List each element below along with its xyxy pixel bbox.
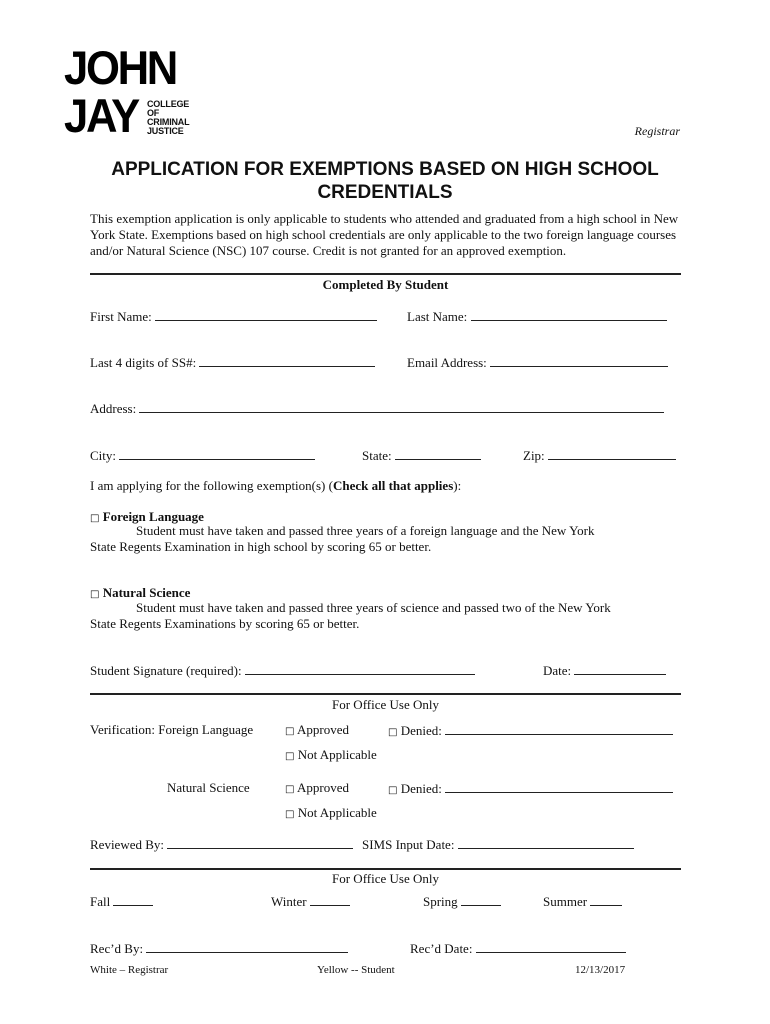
natural-science-checkbox[interactable]: □ xyxy=(90,589,100,600)
recd-by-field[interactable] xyxy=(90,940,348,957)
verification-foreign-label: Verification: Foreign Language xyxy=(90,722,254,737)
last-name-line[interactable] xyxy=(471,308,667,321)
winter-line[interactable] xyxy=(310,893,350,906)
foreign-na-checkbox[interactable]: □ xyxy=(285,751,295,762)
natural-science-desc-1: Student must have taken and passed three years of science and passed two of the New York xyxy=(136,600,611,615)
foreign-approved-label: Approved xyxy=(297,722,349,737)
registrar-label: Registrar xyxy=(634,124,680,138)
foreign-denied-option[interactable] xyxy=(388,722,673,739)
logo-sub-college: COLLEGE xyxy=(147,99,190,109)
science-na-option[interactable] xyxy=(285,805,377,821)
reviewed-by-field[interactable] xyxy=(90,836,353,853)
logo-jay: JAY xyxy=(64,88,138,143)
last-name-field[interactable] xyxy=(407,308,667,325)
office-use-heading-2: For Office Use Only xyxy=(332,871,439,886)
intro-paragraph: This exemption application is only applicable to students who attended and graduated from a high school in New York State. Exemptions based on high school credentials are only applicable to the two foreign language courses and/or Natural Science (NSC) 107 course. Credit is not granted for an approved exemption. xyxy=(90,211,679,258)
state-line[interactable] xyxy=(395,447,481,460)
email-line[interactable] xyxy=(490,354,668,367)
science-approved-label: Approved xyxy=(297,780,349,795)
sims-date-line[interactable] xyxy=(458,836,634,849)
first-name-label: First Name: xyxy=(90,309,152,324)
natural-science-label: Natural Science xyxy=(102,585,191,600)
student-section-heading: Completed By Student xyxy=(322,277,449,292)
reviewed-by-line[interactable] xyxy=(167,836,353,849)
science-denied-checkbox[interactable]: □ xyxy=(388,785,398,796)
date-field[interactable] xyxy=(543,662,666,679)
science-denied-line[interactable] xyxy=(445,780,673,793)
ssn-label: Last 4 digits of SS#: xyxy=(90,355,197,370)
winter-field[interactable] xyxy=(271,893,350,910)
winter-label: Winter xyxy=(271,894,307,909)
email-label: Email Address: xyxy=(407,355,487,370)
logo-subtitle xyxy=(147,100,189,136)
summer-line[interactable] xyxy=(590,893,622,906)
recd-date-label: Rec’d Date: xyxy=(410,941,473,956)
last-name-label: Last Name: xyxy=(407,309,468,324)
signature-field[interactable] xyxy=(90,662,475,679)
fall-label: Fall xyxy=(90,894,111,909)
natural-science-desc-2: State Regents Examinations by scoring 65 or better. xyxy=(90,616,360,631)
foreign-language-checkbox[interactable]: □ xyxy=(90,513,100,524)
office-use-heading-1: For Office Use Only xyxy=(332,697,439,712)
zip-line[interactable] xyxy=(548,447,676,460)
foreign-na-option[interactable] xyxy=(285,747,377,763)
science-denied-label: Denied: xyxy=(400,781,442,796)
sims-date-field[interactable] xyxy=(362,836,634,853)
recd-by-label: Rec’d By: xyxy=(90,941,144,956)
logo-sub-of: OF xyxy=(147,108,160,118)
spring-field[interactable] xyxy=(423,893,501,910)
applying-prefix: I am applying for the following exemption(s) ( xyxy=(90,478,333,493)
recd-by-line[interactable] xyxy=(146,940,348,953)
foreign-language-desc-1: Student must have taken and passed three years of a foreign language and the New York xyxy=(136,523,595,538)
zip-field[interactable] xyxy=(523,447,676,464)
footer-date: 12/13/2017 xyxy=(575,964,626,976)
science-approved-option[interactable] xyxy=(285,780,349,796)
foreign-denied-line[interactable] xyxy=(445,722,673,735)
foreign-denied-label: Denied: xyxy=(400,723,442,738)
recd-date-field[interactable] xyxy=(410,940,626,957)
fall-field[interactable] xyxy=(90,893,153,910)
science-approved-checkbox[interactable]: □ xyxy=(285,784,295,795)
state-label: State: xyxy=(362,448,392,463)
signature-line[interactable] xyxy=(245,662,475,675)
city-label: City: xyxy=(90,448,117,463)
zip-label: Zip: xyxy=(523,448,545,463)
summer-label: Summer xyxy=(543,894,588,909)
spring-label: Spring xyxy=(423,894,458,909)
first-name-field[interactable] xyxy=(90,308,377,325)
applying-suffix: ): xyxy=(453,478,462,493)
science-denied-option[interactable] xyxy=(388,780,673,797)
signature-label: Student Signature (required): xyxy=(90,663,242,678)
divider xyxy=(90,273,681,275)
foreign-language-description xyxy=(90,523,680,555)
foreign-language-label: Foreign Language xyxy=(102,509,204,524)
address-label: Address: xyxy=(90,401,137,416)
footer-yellow-copy: Yellow -- Student xyxy=(317,964,395,976)
page-title xyxy=(60,158,710,204)
foreign-denied-checkbox[interactable]: □ xyxy=(388,727,398,738)
city-field[interactable] xyxy=(90,447,315,464)
spring-line[interactable] xyxy=(461,893,501,906)
logo-john: JOHN xyxy=(64,40,177,95)
logo-sub-justice: JUSTICE xyxy=(147,126,184,136)
email-field[interactable] xyxy=(407,354,668,371)
fall-line[interactable] xyxy=(113,893,153,906)
address-field[interactable] xyxy=(90,400,664,417)
science-na-label: Not Applicable xyxy=(297,805,377,820)
title-line-1: APPLICATION FOR EXEMPTIONS BASED ON HIGH SCHOOL xyxy=(111,159,659,180)
title-line-2: CREDENTIALS xyxy=(317,182,453,203)
address-line[interactable] xyxy=(139,400,664,413)
divider xyxy=(90,693,681,695)
first-name-line[interactable] xyxy=(155,308,377,321)
science-na-checkbox[interactable]: □ xyxy=(285,809,295,820)
applying-instruction xyxy=(90,478,461,494)
divider xyxy=(90,868,681,870)
summer-field[interactable] xyxy=(543,893,622,910)
state-field[interactable] xyxy=(362,447,481,464)
ssn-line[interactable] xyxy=(199,354,375,367)
natural-science-description xyxy=(90,600,680,632)
sims-date-label: SIMS Input Date: xyxy=(362,837,455,852)
verification-science-label: Natural Science xyxy=(167,780,250,795)
city-line[interactable] xyxy=(119,447,315,460)
date-label: Date: xyxy=(543,663,572,678)
foreign-approved-checkbox[interactable]: □ xyxy=(285,726,295,737)
foreign-language-desc-2: State Regents Examination in high school by scoring 65 or better. xyxy=(90,539,432,554)
applying-bold: Check all that applies xyxy=(332,478,454,493)
logo-sub-criminal: CRIMINAL xyxy=(147,117,190,127)
date-line[interactable] xyxy=(574,662,666,675)
natural-science-option[interactable] xyxy=(90,585,190,601)
footer-white-copy: White – Registrar xyxy=(90,964,169,976)
reviewed-by-label: Reviewed By: xyxy=(90,837,165,852)
foreign-na-label: Not Applicable xyxy=(297,747,377,762)
ssn-field[interactable] xyxy=(90,354,375,371)
foreign-approved-option[interactable] xyxy=(285,722,349,738)
recd-date-line[interactable] xyxy=(476,940,626,953)
